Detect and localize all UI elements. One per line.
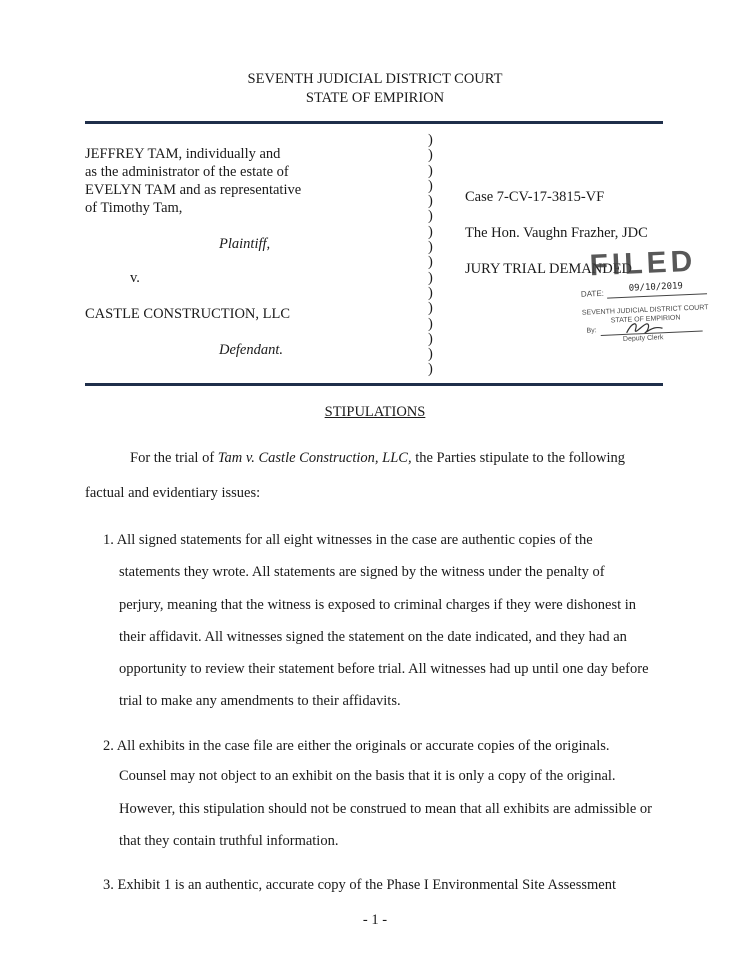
intro-text: the Parties stipulate to the following <box>411 450 626 466</box>
page-number: - 1 - <box>362 912 388 928</box>
stipulation-1-line: their affidavit. All witnesses signed the statement on the date indicated, and they had an <box>119 629 627 645</box>
stipulation-1-line: statements they wrote. All statements are signed by the witness under the penalty of <box>119 564 605 580</box>
stamp-clerk-label: Deputy Clerk <box>622 334 664 343</box>
court-state: STATE OF EMPIRION <box>305 90 445 106</box>
filed-stamp <box>575 244 719 355</box>
caption-bottom-rule <box>85 383 663 386</box>
intro-line-1 <box>130 450 625 467</box>
stipulation-2-line: that they contain truthful information. <box>119 833 339 849</box>
stamp-court-line: STATE OF EMPIRION <box>610 314 681 325</box>
caption-top-rule <box>85 121 663 124</box>
plaintiff-line: EVELYN TAM and as representative <box>85 182 302 198</box>
stamp-date-line <box>607 293 707 298</box>
case-number: Case 7-CV-17-3815-VF <box>465 189 605 205</box>
stipulation-3-line: 3. Exhibit 1 is an authentic, accurate copy of the Phase I Environmental Site Assessment <box>103 877 617 893</box>
stipulation-2-line: 2. All exhibits in the case file are either the originals or accurate copies of the originals. <box>103 738 610 754</box>
stamp-court-line: SEVENTH JUDICIAL DISTRICT COURT <box>581 304 709 317</box>
plaintiff-label: Plaintiff, <box>219 236 271 252</box>
stipulation-1-line: trial to make any amendments to their affidavits. <box>119 693 401 709</box>
stipulation-2-line: Counsel may not object to an exhibit on the basis that it is only a copy of the original. <box>119 768 616 784</box>
intro-line-2: factual and evidentiary issues: <box>85 485 261 501</box>
document-heading: STIPULATIONS <box>324 404 426 420</box>
caption-parenthesis-column: ) ) ) ) ) ) ) ) ) ) ) ) ) ) ) ) <box>428 132 433 378</box>
judge-name: The Hon. Vaughn Frazher, JDC <box>465 225 648 241</box>
plaintiff-line: as the administrator of the estate of <box>85 164 289 180</box>
defendant-label: Defendant. <box>219 342 284 358</box>
stamp-date-value: 09/10/2019 <box>628 281 684 294</box>
stamp-date-label: DATE: <box>580 288 605 299</box>
defendant-name: CASTLE CONSTRUCTION, LLC <box>85 306 291 322</box>
plaintiff-line: JEFFREY TAM, individually and <box>85 146 281 162</box>
stipulation-1-line: perjury, meaning that the witness is exposed to criminal charges if they were dishonest in <box>119 597 637 613</box>
plaintiff-name-block <box>85 145 301 217</box>
jury-trial-demand: JURY TRIAL DEMANDED <box>465 261 633 277</box>
stamp-filed-text: FILED <box>588 244 697 283</box>
stipulation-1-line: 1. All signed statements for all eight witnesses in the case are authentic copies of the <box>103 532 593 548</box>
stipulation-2-line: However, this stipulation should not be construed to mean that all exhibits are admissible or <box>119 801 652 817</box>
court-name: SEVENTH JUDICIAL DISTRICT COURT <box>247 71 503 87</box>
intro-text: For the trial of <box>130 450 218 466</box>
stamp-by-label: By: <box>586 327 597 335</box>
plaintiff-line: of Timothy Tam, <box>85 200 183 216</box>
case-title: Tam v. Castle Construction, LLC, <box>217 450 412 466</box>
versus-label: v. <box>130 270 140 286</box>
stipulation-1-line: opportunity to review their statement before trial. All witnesses had up until one day before <box>119 661 649 677</box>
